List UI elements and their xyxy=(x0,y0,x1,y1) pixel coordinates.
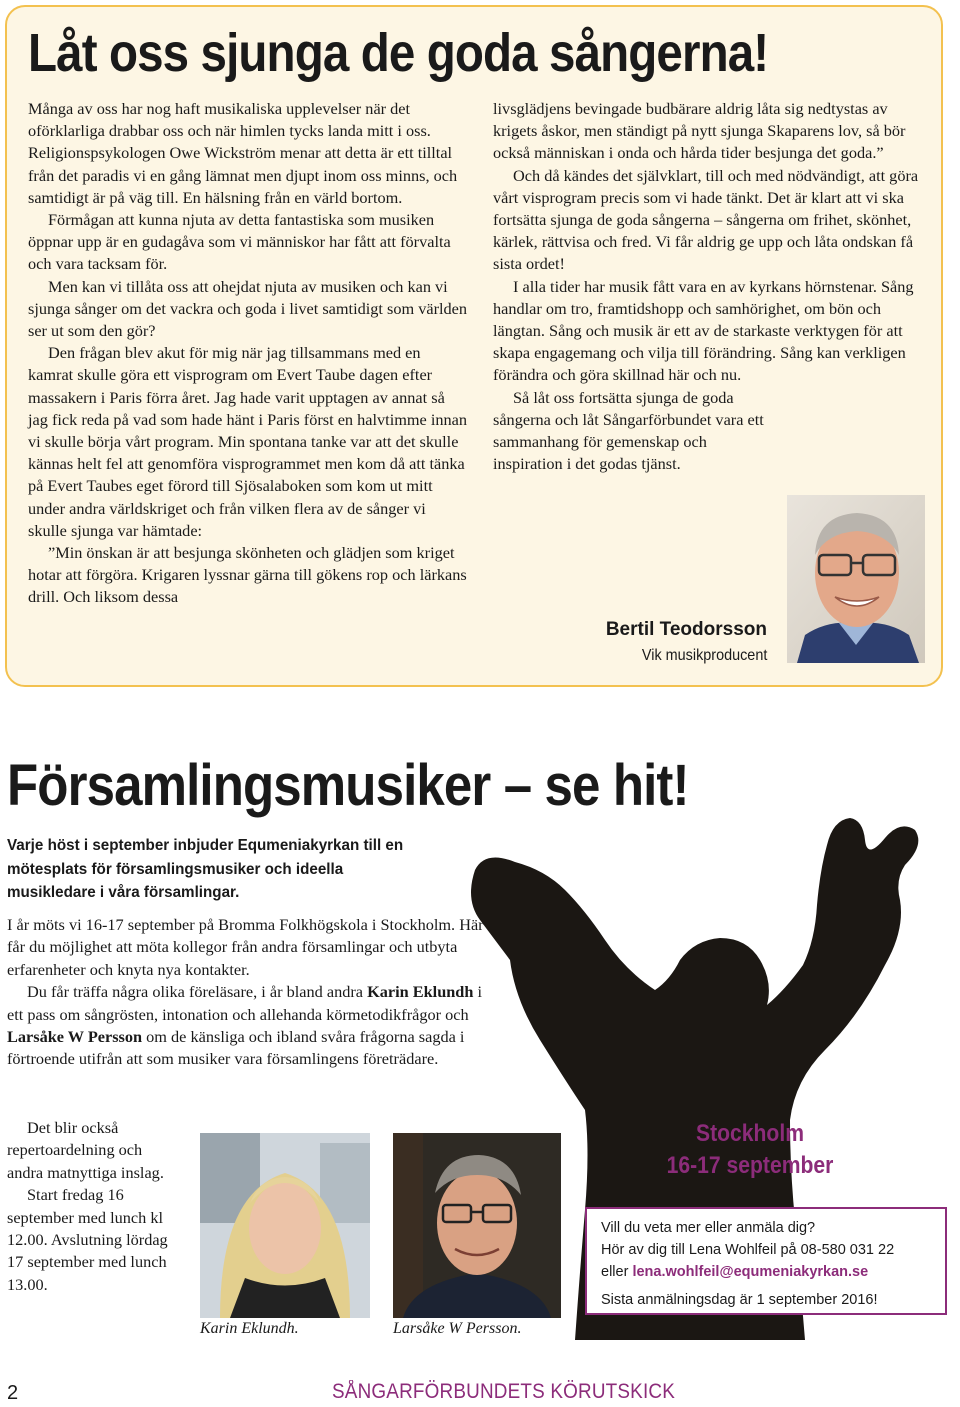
paragraph: livsglädjens bevingade budbärare aldrig låta sig nedtystas av krigets åskor, men ständigt på nytt sjunga Skaparens lov, så bör också människan i onda och hårda tider besjunga det goda.” xyxy=(493,99,906,163)
info-email-line xyxy=(601,1261,931,1283)
paragraph: ”Min önskan är att besjunga skönheten och glädjen som kriget hotar att förgöra. Krigaren lyssnar gärna till gökens rop och lärkans drill. Och liksom dessa xyxy=(28,543,467,607)
paragraph: I år möts vi 16-17 september på Bromma Folkhögskola i Stockholm. Här får du möjlighet att möta kollegor från andra församlingar och utbyta erfarenheter och knyta nya kontakter. xyxy=(7,915,484,979)
karin-eklundh-photo xyxy=(200,1133,370,1318)
paragraph xyxy=(7,981,485,1071)
larsake-w-persson-photo xyxy=(393,1133,561,1318)
article1-left-column xyxy=(28,98,468,609)
speaker-name: Karin Eklundh xyxy=(367,982,474,1002)
photo-caption: Karin Eklundh. xyxy=(200,1320,299,1337)
text: i ett pass om sångrösten, intonation och allehanda körmetodikfrågor och xyxy=(7,982,483,1024)
info-contact: Hör av dig till Lena Wohlfeil på 08-580 031 22 xyxy=(601,1242,895,1258)
paragraph: Men kan vi tillåta oss att ohejdat njuta av musiken och kan vi sjunga sånger om det vackra och goda i livet samtidigt som världen ser ut som den gör? xyxy=(28,276,468,341)
paragraph: Den frågan blev akut för mig när jag tillsammans med en kamrat skulle göra ett visprogram om Evert Taube dagen efter massakern i Paris förra året. Jag hade varit upptagen av annat så jag fick reda på vad som hade hänt i Paris först en halvtimme innan vi skulle börja vårt program. Min spontana tanke var att det skulle kännas helt fel att genomföra visprogrammet men kom då att tänka på Evert Taubes eget förord till Sjösalaboken som kom ut mitt under andra världskriget och från vilken flera av de sånger vi skulle sjunga var hämtade: xyxy=(28,343,468,540)
publication-title: SÅNGARFÖRBUNDETS KÖRUTSKICK xyxy=(332,1380,676,1403)
paragraph: Det blir också repertoardelning och andra matnyttiga inslag. xyxy=(7,1118,164,1182)
event-dates: 16-17 september xyxy=(666,1152,834,1179)
paragraph: Och då kändes det självklart, till och med nödvändigt, att göra vårt visprogram precis som vi hade tänkt. Det är klart att vi ska fortsätta sjunga de goda sångerna – sångerna om frihet, skönhet, kärlek, rättvisa och fred. Vi får aldrig ge upp och låta ondskan få sista ordet! xyxy=(493,165,919,274)
event-location-dates xyxy=(662,1118,838,1182)
portrait-photo xyxy=(787,495,925,663)
text: eller xyxy=(601,1264,633,1280)
article2-lead: Varje höst i september inbjuder Equmeniakyrkan till en mötesplats för församlingsmusiker och ideella musikledare i våra församlingar. xyxy=(7,837,404,901)
text: Du får träffa några olika föreläsare, i år bland andra xyxy=(27,982,368,1002)
info-question: Vill du veta mer eller anmäla dig? xyxy=(601,1220,816,1236)
signature-name: Bertil Teodorsson xyxy=(605,619,767,640)
signature-role: Vik musikproducent xyxy=(641,647,767,664)
article2-title: Församlingsmusiker – se hit! xyxy=(7,753,689,818)
info-deadline: Sista anmälningsdag är 1 september 2016! xyxy=(601,1292,878,1308)
text: om de känsliga och ibland svåra frågorna sagda i förtroende utifrån att som musiker vara församlingens företrädare. xyxy=(7,1027,465,1069)
article2-schedule xyxy=(7,1117,177,1296)
paragraph: Många av oss har nog haft musikaliska upplevelser när det oförklarliga drabbar oss och när himlen tycks landa mitt i oss. Religionspsykologen Owe Wickström menar att detta är ett tilltal från det paradis vi en gång lämnat men djupt inom oss minns, och samtidigt är på väg till. En hälsning från en värld bortom. xyxy=(28,99,458,207)
contact-info-box xyxy=(585,1207,947,1315)
article2-body xyxy=(7,914,485,1071)
page-number: 2 xyxy=(7,1382,19,1404)
event-city: Stockholm xyxy=(696,1120,804,1147)
photo-caption: Larsåke W Persson. xyxy=(393,1320,522,1337)
email-link[interactable]: lena.wohlfeil@equmeniakyrkan.se xyxy=(632,1264,869,1280)
paragraph: Förmågan att kunna njuta av detta fantastiska som musiken öppnar upp är en gudagåva som vi människor har fått att förvalta och vara tacksam för. xyxy=(28,210,451,274)
article1-right-column xyxy=(493,98,933,475)
article1-title: Låt oss sjunga de goda sångerna! xyxy=(28,23,769,83)
paragraph: Så låt oss fortsätta sjunga de goda sångerna och låt Sångarförbundet vara ett sammanhang för gemenskap och inspiration i det godas tjänst. xyxy=(493,387,764,474)
paragraph: Start fredag 16 september med lunch kl 12.00. Avslutning lördag 17 september med lunch 13.00. xyxy=(7,1185,168,1294)
paragraph: I alla tider har musik fått vara en av kyrkans hörnstenar. Sång handlar om tro, framtidshopp och samhörighet, om bön och längtan. Sång och musik är ett av de starkaste verktygen för att skapa engagemang och vilja till förändring. Sång kan verkligen förändra och göra skillnad här och nu. xyxy=(493,276,914,385)
speaker-name: Larsåke W Persson xyxy=(7,1027,143,1047)
